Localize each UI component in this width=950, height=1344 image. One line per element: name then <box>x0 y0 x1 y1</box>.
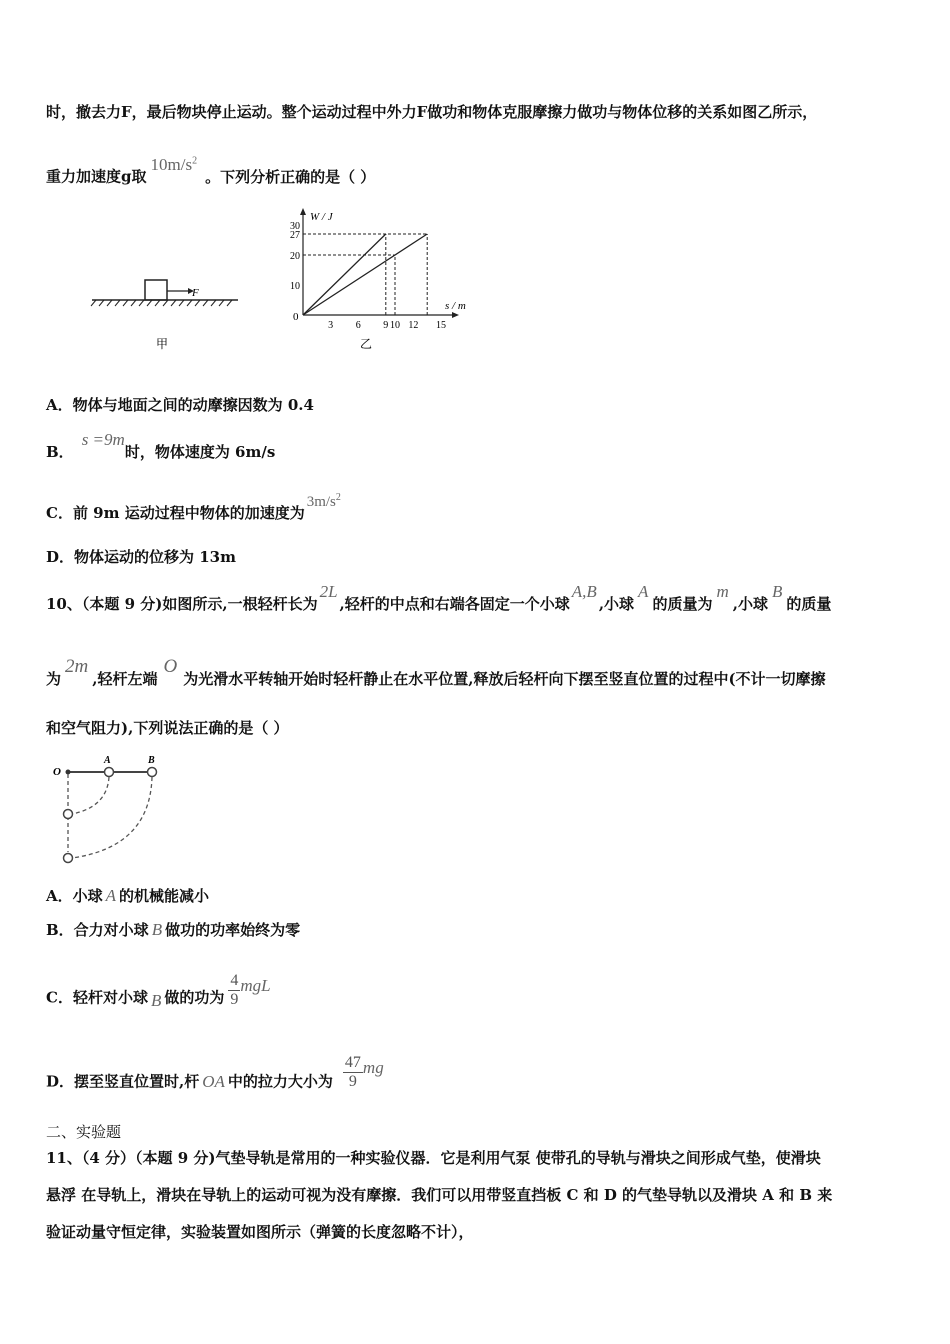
x-tick-labels <box>328 320 446 331</box>
y-tick-labels <box>290 221 300 292</box>
y-tick-30: 30 <box>290 221 300 232</box>
arc-B <box>72 777 152 858</box>
ball-B-final <box>64 854 73 863</box>
figure-yi-chart <box>280 205 480 355</box>
q10-line-1: 10、（本题 9 分)如图所示,一根轻杆长为2L,轻杆的中点和右端各固定一个小球A,B,小球A的质量为m,小球B的质量 <box>46 582 832 613</box>
ball-A-final <box>64 810 73 819</box>
q10-option-c: C．轻杆对小球 B 做的功为 $\frac{4}{9}$ mgL <box>46 972 271 1010</box>
frac-4-9: $\frac{4}{9}$ <box>230 972 239 1008</box>
q10-option-a: A．小球 A 的机械能减小 <box>46 886 210 905</box>
ground-hatch <box>91 300 232 306</box>
block <box>145 280 167 300</box>
x-tick-15: 15 <box>436 320 446 331</box>
x-tick-6: 6 <box>355 320 361 331</box>
q9-option-d: D．物体运动的位移为 13m <box>46 548 236 566</box>
label-jia: 甲 <box>156 337 169 351</box>
x-axis-label: s / m <box>445 300 466 312</box>
ball-A <box>105 768 114 777</box>
y-axis-arrow <box>300 208 306 215</box>
figure-jia <box>88 270 248 360</box>
series-line-0 <box>303 234 386 315</box>
y-tick-10: 10 <box>290 281 300 292</box>
intro-line-1: 时，撤去力F，最后物块停止运动。整个运动过程中外力F做功和物体克服摩擦力做功与物体位移的关系如图乙所示， <box>46 103 818 121</box>
g-value: $10m/s^2$ <box>150 154 198 174</box>
series-lines <box>303 234 427 315</box>
pivot-O <box>66 770 71 775</box>
q11-line-1: 11、（4 分）（本题 9 分)气垫导轨是常用的一种实验仪器．它是利用气泵 使带孔的导轨与滑块之间形成气垫，使滑块 <box>46 1149 821 1167</box>
q11-line-3: 验证动量守恒定律，实验装置如图所示（弹簧的长度忽略不计）， <box>46 1223 474 1241</box>
arc-A <box>72 777 109 814</box>
origin-label: 0 <box>293 311 299 323</box>
b-math: s =9m <box>81 430 125 449</box>
y-axis-label: W / J <box>310 211 333 223</box>
figure-q10 <box>50 752 180 872</box>
q9-option-a: A．物体与地面之间的动摩擦因数为 0.4 <box>46 396 314 414</box>
fig-label-O: O <box>53 766 61 778</box>
q10-option-d: D．摆至竖直位置时,杆 OA 中的拉力大小为 $\frac{47}{9}$ mg <box>46 1054 384 1091</box>
q10-line-2: 为2m,轻杆左端O为光滑水平转轴开始时轻杆静止在水平位置,释放后轻杆向下摆至竖直位置的过程中(不计一切摩擦 <box>46 656 826 688</box>
ball-B <box>148 768 157 777</box>
intro-line-2: 重力加速度g取$10m/s^2$。下列分析正确的是（ ） <box>46 154 376 186</box>
x-tick-9: 9 <box>383 320 389 331</box>
q10-line-3: 和空气阻力),下列说法正确的是（ ） <box>46 719 289 737</box>
force-label: F <box>192 287 199 299</box>
q10-option-b: B．合力对小球 B 做功的功率始终为零 <box>46 920 301 939</box>
c-math: $3m/s^2$ <box>306 492 341 510</box>
fig-label-B: B <box>148 755 155 766</box>
x-tick-12: 12 <box>408 320 419 331</box>
q9-option-b: B．s =9m时，物体速度为 6m/s <box>46 430 276 461</box>
fig-label-A: A <box>104 755 111 766</box>
x-axis-arrow <box>452 312 459 318</box>
section-2-title: 二、实验题 <box>46 1123 122 1141</box>
series-line-1 <box>303 234 427 315</box>
q11-line-2: 悬浮 在导轨上，滑块在导轨上的运动可视为没有摩擦．我们可以用带竖直挡板 C 和 D 的气垫导轨以及滑块 A 和 B 来 <box>46 1186 833 1204</box>
frac-47-9: $\frac{47}{9}$ <box>344 1054 361 1090</box>
q9-option-c: C．前 9m 运动过程中物体的加速度为$3m/s^2$ <box>46 492 341 522</box>
y-tick-20: 20 <box>290 251 300 262</box>
x-tick-10: 10 <box>390 320 400 331</box>
x-tick-3: 3 <box>328 320 334 331</box>
label-yi: 乙 <box>360 337 373 351</box>
y-tick-27: 27 <box>290 230 300 241</box>
